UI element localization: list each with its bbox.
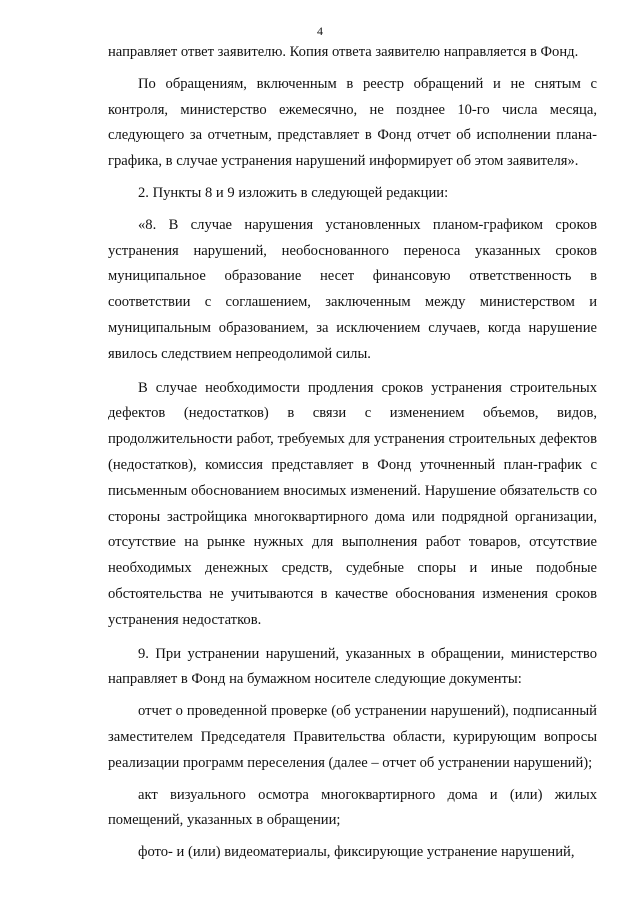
paragraph-6: 9. При устранении нарушений, указанных в обращении, министерство направляет в Фонд на бумажном носителе следующие документы:: [108, 645, 597, 688]
paragraph-9: фото- и (или) видеоматериалы, фиксирующие устранение нарушений,: [138, 844, 575, 861]
paragraph-5: В случае необходимости продления сроков устранения строительных дефектов (недостатков) в связи с изменением объемов, видов, продолжительности работ, требуемых для устранения строительных дефектов (недостатков), комиссия представляет в Фонд уточненный план-график с письменным обоснованием вносимых изменений. Нарушение обязательств со стороны застройщика многоквартирного дома или подрядной организации, отсутствие на рынке нужных для выполнения работ товаров, отсутствие необходимых денежных средств, судебные споры и иные подобные обстоятельства не учитываются в качестве обоснования изменения сроков устранения недостатков.: [108, 379, 597, 628]
document-body: [108, 40, 597, 866]
paragraph-7: отчет о проведенной проверке (об устранении нарушений), подписанный заместителем Председателя Правительства области, курирующим вопросы реализации программ переселения (далее – отчет об устранении нарушений);: [108, 703, 597, 771]
page-number: 4: [317, 24, 323, 38]
paragraph-3: 2. Пункты 8 и 9 изложить в следующей редакции:: [138, 184, 449, 201]
paragraph-1: направляет ответ заявителю. Копия ответа заявителю направляется в Фонд.: [108, 44, 579, 60]
paragraph-8: акт визуального осмотра многоквартирного дома и (или) жилых помещений, указанных в обращении;: [108, 786, 597, 829]
paragraph-4: «8. В случае нарушения установленных планом-графиком сроков устранения нарушений, необоснованного переноса указанных сроков муниципальное образование несет финансовую ответственность в соответствии с соглашением, заключенным между министерством и муниципальным образованием, за исключением случаев, когда нарушение явилось следствием непреодолимой силы.: [108, 216, 597, 362]
paragraph-2: По обращениям, включенным в реестр обращений и не снятым с контроля, министерство ежемесячно, не позднее 10-го числа месяца, следующего за отчетным, представляет в Фонд отчет об исполнении плана-графика, в случае устранения нарушений информирует об этом заявителя».: [108, 75, 597, 170]
